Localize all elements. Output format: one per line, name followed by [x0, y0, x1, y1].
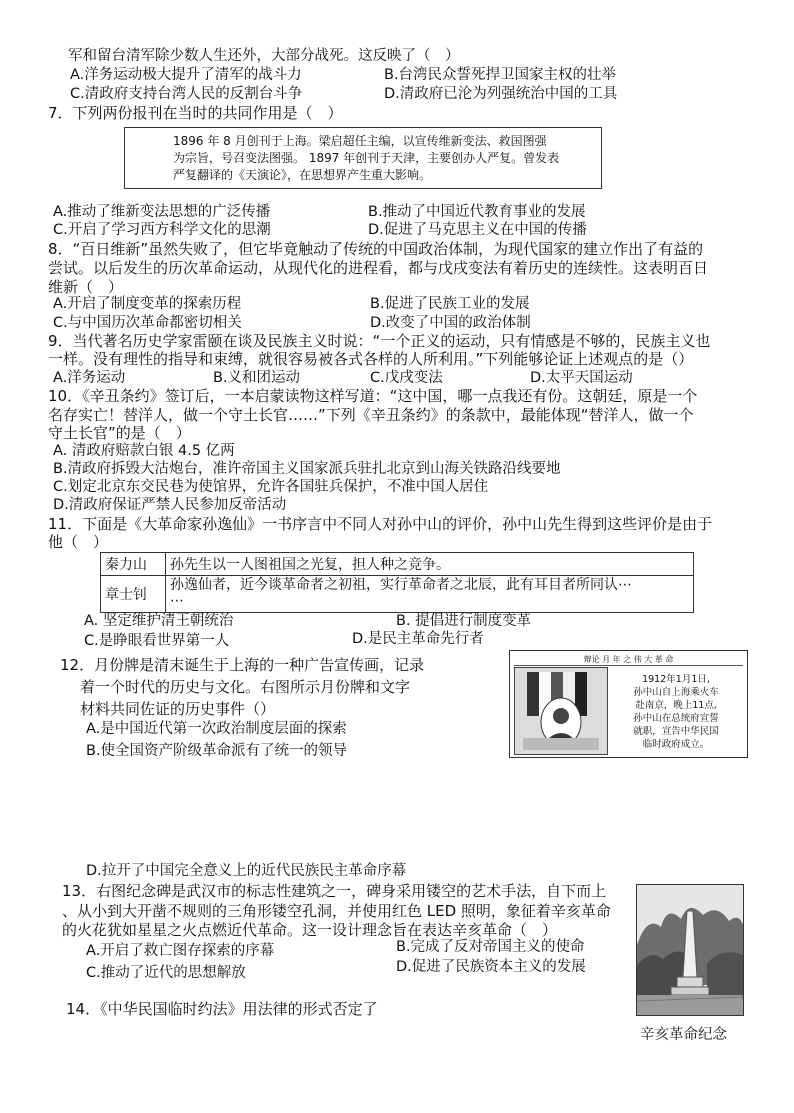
- q11-quote-text-continued: ⋯: [170, 593, 184, 609]
- q7-stem: 7．下列两份报刊在当时的共同作用是（ ）: [48, 104, 343, 122]
- poster-caption: [610, 673, 742, 751]
- q11-option-c[interactable]: C.是睁眼看世界第一人: [84, 633, 230, 649]
- poster-caption-line: 孙中山在总统府宣誓: [633, 713, 719, 724]
- q10-option-b[interactable]: B.清政府拆毁大沽炮台，准许帝国主义国家派兵驻扎北京到山海关铁路沿线要地: [53, 461, 561, 477]
- calendar-poster-image: [509, 650, 748, 758]
- q8-stem-line: 8．“百日维新”虽然失败了，但它毕竟触动了传统的中国政治体制，为现代国家的建立作出了有益的: [48, 240, 704, 258]
- poster-caption-line: 孙中山自上海乘火车: [633, 687, 719, 698]
- q11-quote-name: 秦力山: [101, 553, 166, 576]
- q11-option-a[interactable]: A. 坚定维护清王朝统治: [84, 613, 234, 629]
- q9-option-a[interactable]: A.洋务运动: [53, 370, 126, 386]
- q12-option-a[interactable]: A.是中国近代第一次政治制度层面的探索: [86, 721, 347, 737]
- q8-option-c[interactable]: C.与中国历次革命都密切相关: [53, 315, 242, 331]
- q7-material-box: [124, 127, 602, 189]
- q11-quote-text: 孙逸仙者，近今谈革命者之初祖，实行革命者之北辰，此有耳目者所同认⋯: [170, 577, 632, 593]
- poster-caption-line: 临时政府成立。: [642, 739, 710, 750]
- q7-option-c[interactable]: C.开启了学习西方科学文化的思潮: [53, 222, 271, 238]
- q12-option-b[interactable]: B.使全国资产阶级革命派有了统一的领导: [86, 743, 348, 759]
- q7-material-line: 1896 年 8 月创刊于上海。梁启超任主编，以宣传维新变法、救国图强: [173, 134, 547, 148]
- poster-portrait-graphic: [515, 668, 607, 754]
- q13-stem-line: 13．右图纪念碑是武汉市的标志性建筑之一，碑身采用镂空的艺术手法，自下而上: [62, 882, 607, 900]
- q12-stem-line: 12．月份牌是清末诞生于上海的一种广告宣传画，记录: [60, 656, 425, 674]
- poster-caption-line: 就职，宣告中华民国: [633, 726, 719, 737]
- table-row: [101, 553, 694, 576]
- q10-stem-line: 名存实亡！替洋人，做一个守土长官……”下列《辛丑条约》的条款中，最能体现“替洋人，做一个: [48, 406, 694, 424]
- q12-stem-line: 着一个时代的历史与文化。右图所示月份牌和文字: [80, 678, 411, 696]
- q11-quote-text-cell: [166, 576, 694, 613]
- q8-option-a[interactable]: A.开启了制度变革的探索历程: [53, 296, 242, 312]
- q13-option-b[interactable]: B.完成了反对帝国主义的使命: [396, 939, 585, 955]
- q10-option-a[interactable]: A. 清政府赔款白银 4.5 亿两: [53, 443, 235, 459]
- monument-photo: [636, 884, 744, 1016]
- q9-option-c[interactable]: C.戊戌变法: [370, 370, 443, 386]
- q6-option-d[interactable]: D.清政府已沦为列强统治中国的工具: [384, 86, 618, 102]
- q11-stem-line: 11．下面是《大革命家孙逸仙》一书序言中不同人对孙中山的评价，孙中山先生得到这些评价是由于: [48, 515, 713, 533]
- q9-stem-line: 一样。没有理性的指导和束缚，就很容易被各式各样的人所利用。”下列能够论证上述观点的是（）: [48, 350, 694, 368]
- q11-quote-table: [100, 552, 694, 613]
- q13-stem-line: 的火花犹如星星之火点燃近代革命。这一设计理念旨在表达辛亥革命（ ）: [62, 921, 558, 939]
- q11-quote-name: 章士钊: [101, 576, 166, 613]
- q11-option-b[interactable]: B. 提倡进行制度变革: [396, 613, 532, 629]
- poster-caption-line: 1912年1月1日,: [642, 674, 710, 685]
- poster-header: 辩论 月 年 之 伟 大 革 命: [514, 654, 743, 666]
- q11-quote-text: 孙先生以一人图祖国之光复，担人种之竞争。: [166, 553, 694, 576]
- q12-option-d[interactable]: D.拉开了中国完全意义上的近代民族民主革命序幕: [86, 863, 407, 879]
- q13-stem-line: 、从小到大开凿不规则的三角形镂空孔洞，并使用红色 LED 照明，象征着辛亥革命: [62, 902, 611, 920]
- q14-stem: 14．《中华民国临时约法》用法律的形式否定了: [66, 1000, 378, 1018]
- q9-stem-line: 9．当代著名历史学家雷颐在谈及民族主义时说：“一个正义的运动，只有情感是不够的，民族主义也: [48, 332, 711, 350]
- q12-stem-line: 材料共同佐证的历史事件（）: [80, 700, 276, 718]
- q13-option-d[interactable]: D.促进了民族资本主义的发展: [396, 959, 586, 975]
- q11-option-d[interactable]: D.是民主革命先行者: [352, 631, 484, 647]
- q10-option-d[interactable]: D.清政府保证严禁人民参加反帝活动: [53, 497, 287, 513]
- q11-stem-line: 他（ ）: [48, 533, 109, 551]
- q8-option-b[interactable]: B.促进了民族工业的发展: [370, 296, 530, 312]
- monument-photo-graphic: [637, 885, 743, 1015]
- q9-option-b[interactable]: B.义和团运动: [213, 370, 301, 386]
- q13-option-a[interactable]: A.开启了救亡图存探索的序幕: [86, 943, 275, 959]
- q6-option-c[interactable]: C.清政府支持台湾人民的反割台斗争: [70, 86, 303, 102]
- q7-material-line: 为宗旨，号召变法图强。 1897 年创刊于天津，主要创办人严复。曾发表: [173, 151, 560, 165]
- q10-stem-line: 10．《辛丑条约》签订后，一本启蒙读物这样写道：“这中国，哪一点我还有份。这朝廷，原是一个: [48, 387, 698, 405]
- q7-option-a[interactable]: A.推动了维新变法思想的广泛传播: [53, 204, 271, 220]
- q6-stem: 军和留台清军除少数人生还外，大部分战死。这反映了（ ）: [68, 48, 460, 64]
- q8-stem-line: 维新（ ）: [48, 278, 124, 296]
- poster-caption-line: 赴南京，晚上11点,: [635, 700, 717, 711]
- q7-option-d[interactable]: D.促进了马克思主义在中国的传播: [368, 222, 587, 238]
- q10-stem-line: 守土长官”的是（ ）: [48, 424, 191, 442]
- q8-option-d[interactable]: D.改变了中国的政治体制: [370, 315, 531, 331]
- q7-material-line: 严复翻译的《天演论》，在思想界产生重大影响。: [173, 168, 432, 182]
- monument-photo-caption: 辛亥革命纪念: [640, 1027, 727, 1043]
- q6-option-a[interactable]: A.洋务运动极大提升了清军的战斗力: [70, 67, 302, 83]
- q6-option-b[interactable]: B.台湾民众誓死捍卫国家主权的壮举: [384, 67, 617, 83]
- table-row: [101, 576, 694, 613]
- q9-option-d[interactable]: D.太平天国运动: [530, 370, 633, 386]
- q7-option-b[interactable]: B.推动了中国近代教育事业的发展: [368, 204, 586, 220]
- q8-stem-line: 尝试。以后发生的历次革命运动，从现代化的进程看，都与戊戌变法有着历史的连续性。这表明百日: [48, 259, 709, 277]
- q10-option-c[interactable]: C.划定北京东交民巷为使馆界，允许各国驻兵保护，不准中国人居住: [53, 479, 489, 495]
- poster-portrait-frame: [514, 667, 608, 755]
- q13-option-c[interactable]: C.推动了近代的思想解放: [86, 965, 246, 981]
